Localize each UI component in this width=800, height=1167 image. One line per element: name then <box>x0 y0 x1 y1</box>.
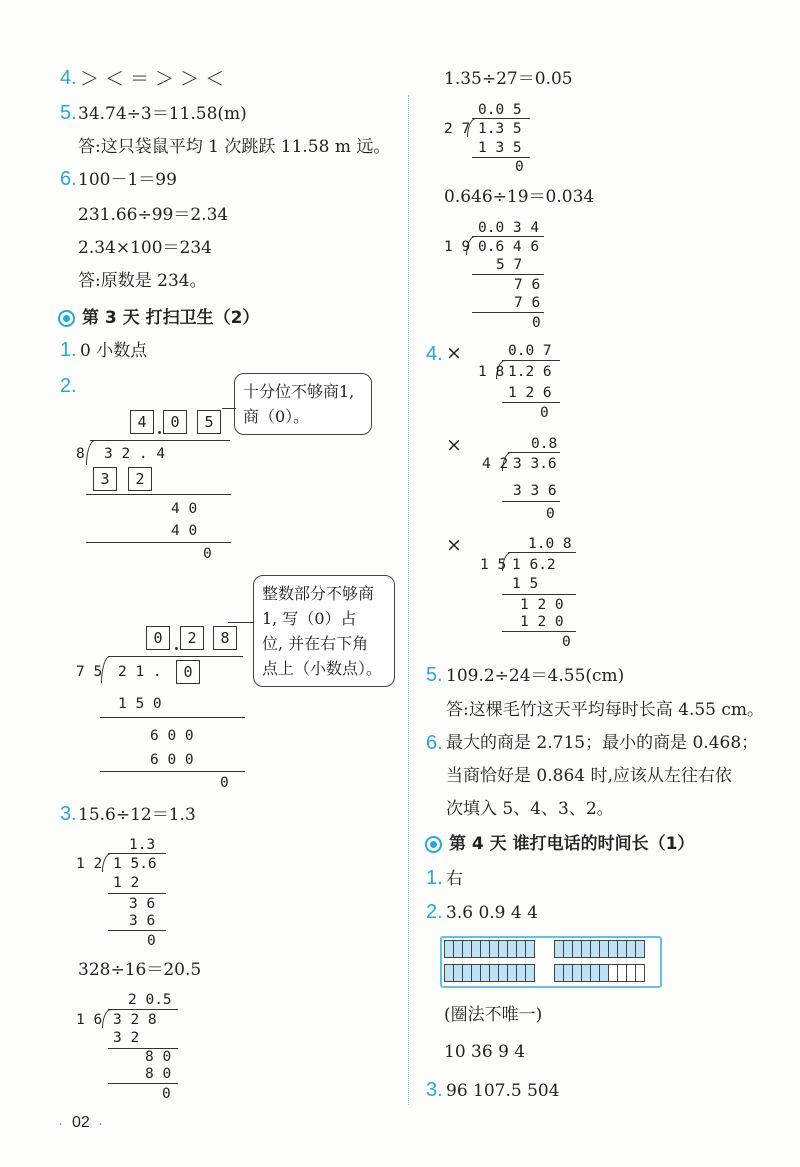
quotient-box: 0 <box>163 410 187 434</box>
subtraction-line <box>108 930 166 931</box>
grid-row <box>554 940 644 958</box>
remainder-line: 3 6 <box>129 896 156 912</box>
remainder-line: 7 6 <box>514 295 541 311</box>
wrong-mark: × <box>446 534 462 556</box>
partial-product: 3 3 6 <box>513 483 557 499</box>
division-bracket <box>102 853 112 872</box>
hundred-grid-figure <box>440 936 662 988</box>
grid-row <box>444 964 534 982</box>
q4-answers: ＞ ＜ ＝ ＞ ＞ ＜ <box>80 68 225 90</box>
remainder-line: 1 5 0 <box>118 696 162 712</box>
q6-number: 6. <box>60 168 77 190</box>
partial-product: 1 5 <box>512 576 539 592</box>
q5-equation: 34.74÷3＝11.58(m) <box>78 104 247 124</box>
remainder-line: 1 2 0 <box>520 597 564 613</box>
partial-product: 1 2 <box>113 875 140 891</box>
q5-number: 5. <box>60 102 77 124</box>
remainder-line: 3 6 <box>129 913 156 929</box>
dividend: 1 6.2 <box>512 557 556 573</box>
s4q2-note: (圈法不唯一) <box>444 1005 543 1025</box>
quotient: 1.0 8 <box>528 536 572 552</box>
quotient: 0.0 7 <box>508 343 552 359</box>
grid-row <box>444 940 534 958</box>
dividend: 3 2 8 <box>113 1012 157 1028</box>
page-number: 02 <box>72 1114 90 1131</box>
division-bracket <box>86 440 96 465</box>
s4q1-number: 1. <box>426 867 443 889</box>
s4q3-number: 3. <box>426 1079 443 1101</box>
remainder-zero: 0 <box>147 933 156 949</box>
divisor: 1 5 <box>480 557 507 573</box>
division-bracket <box>101 656 111 683</box>
s3q2-number: 2. <box>60 375 77 397</box>
quotient-box: 2 <box>180 626 204 650</box>
s3q3-equation-1: 15.6÷12＝1.3 <box>78 805 196 825</box>
dividend: 1.2 6 <box>508 364 552 380</box>
division-bar <box>108 1009 178 1010</box>
remainder-zero: 0 <box>220 775 229 791</box>
q6-line3: 2.34×100＝234 <box>78 238 212 258</box>
subtraction-line <box>108 1083 178 1084</box>
remainder-zero: 0 <box>515 159 524 175</box>
remainder-line: 7 6 <box>514 277 541 293</box>
partial-box: 2 <box>128 467 152 491</box>
r-q5-answer: 答:这棵毛竹这天平均每时长高 4.55 cm。 <box>446 700 765 720</box>
s3q3-number: 3. <box>60 803 77 825</box>
dividend: 1 5.6 <box>113 856 157 872</box>
divisor: 4 2 <box>482 456 509 472</box>
r-equation-top: 1.35÷27＝0.05 <box>444 69 573 89</box>
section-circle-icon <box>58 310 75 327</box>
quotient-box: 0 <box>146 626 170 650</box>
division-bar <box>108 853 166 854</box>
r-q6-line2: 当商恰好是 0.864 时,应该从左往右依 <box>446 766 732 786</box>
q4-number: 4. <box>60 67 77 89</box>
s3q1-number: 1. <box>60 339 77 361</box>
bubble-2-pointer <box>228 622 254 623</box>
quotient: 0.0 5 <box>478 102 522 118</box>
partial-product: 1 3 5 <box>478 140 522 156</box>
remainder-line: 6 0 0 <box>150 752 194 768</box>
subtraction-line <box>502 594 576 595</box>
division-bar <box>502 360 560 361</box>
s4q2-answer: 3.6 0.9 4 4 <box>446 903 538 923</box>
division-bar <box>508 552 576 553</box>
page-number-dot: · <box>58 1115 63 1132</box>
remainder-zero: 0 <box>162 1086 171 1102</box>
divisor: 1 9 <box>444 239 471 255</box>
dividend: 1.3 5 <box>478 121 522 137</box>
s3q1-answer: 0 小数点 <box>80 341 148 361</box>
decimal-point <box>175 647 178 650</box>
quotient-box: 4 <box>130 410 154 434</box>
quotient-box: 8 <box>213 626 237 650</box>
division-bar <box>90 440 230 441</box>
r-q4-number: 4. <box>426 343 443 365</box>
s4q2-answer-2: 10 36 9 4 <box>444 1042 526 1062</box>
r-q5-number: 5. <box>426 664 443 686</box>
remainder-zero: 0 <box>532 315 541 331</box>
subtraction-line <box>100 717 245 718</box>
q6-answer: 答:原数是 234。 <box>78 271 207 291</box>
division-bar <box>472 118 530 119</box>
subtraction-line <box>100 771 245 772</box>
divisor: 1 2 <box>76 856 103 872</box>
remainder-zero: 0 <box>546 506 555 522</box>
hint-bubble-1: 十分位不够商1, 商（0）。 <box>234 373 372 435</box>
division-bracket <box>102 1009 112 1028</box>
dividend-zero-box: 0 <box>176 660 200 684</box>
dividend: 0.6 4 6 <box>478 239 540 255</box>
s4q2-number: 2. <box>426 901 443 923</box>
subtraction-line <box>472 312 544 313</box>
section-circle-icon <box>425 836 442 853</box>
dividend: 2 1 . <box>118 664 162 680</box>
partial-product: 5 7 <box>496 257 523 273</box>
quotient: 2 0.5 <box>128 992 172 1008</box>
remainder-line: 6 0 0 <box>150 728 194 744</box>
subtraction-line <box>502 631 576 632</box>
divisor: 8 <box>76 446 85 462</box>
q5-answer: 答:这只袋鼠平均 1 次跳跃 11.58 m 远。 <box>78 137 391 157</box>
q6-line2: 231.66÷99＝2.34 <box>78 205 229 225</box>
wrong-mark: × <box>446 342 462 364</box>
partial-box: 3 <box>93 467 117 491</box>
remainder-line: 8 0 <box>145 1066 172 1082</box>
quotient-box: 5 <box>197 410 221 434</box>
dividend: 3 3.6 <box>513 456 557 472</box>
s3q3-equation-2: 328÷16＝20.5 <box>78 960 202 980</box>
page-number-dot: · <box>98 1115 103 1132</box>
subtraction-line <box>472 274 544 275</box>
subtraction-line <box>108 893 166 894</box>
division-bar <box>508 452 560 453</box>
q6-line1: 100－1＝99 <box>78 170 177 190</box>
remainder-zero: 0 <box>540 405 549 421</box>
division-bar <box>472 236 544 237</box>
r-q6-number: 6. <box>426 732 443 754</box>
quotient: 0.8 <box>531 436 558 452</box>
subtraction-line <box>86 494 231 495</box>
grid-row <box>554 964 644 982</box>
subtraction-line <box>472 157 530 158</box>
s4q3-answer: 96 107.5 504 <box>446 1081 560 1101</box>
quotient: 0.0 3 4 <box>478 220 540 236</box>
partial-product: 3 2 <box>113 1030 140 1046</box>
column-divider <box>408 95 409 1105</box>
remainder-zero: 0 <box>203 546 212 562</box>
remainder-line: 4 0 <box>171 501 198 517</box>
section-4-title: 第 4 天 谁打电话的时间长（1） <box>449 834 695 854</box>
r-equation-2: 0.646÷19＝0.034 <box>444 187 595 207</box>
r-q6-line1: 最大的商是 2.715；最小的商是 0.468； <box>446 733 759 753</box>
remainder-line: 8 0 <box>145 1049 172 1065</box>
divisor: 1 6 <box>76 1012 103 1028</box>
bubble-1-pointer <box>222 408 236 409</box>
partial-product: 1 2 6 <box>508 385 552 401</box>
divisor: 2 7 <box>444 121 471 137</box>
division-bar <box>108 656 243 657</box>
decimal-point <box>158 431 161 434</box>
remainder-zero: 0 <box>562 634 571 650</box>
subtraction-line <box>86 542 231 543</box>
s4q1-answer: 右 <box>446 869 463 889</box>
wrong-mark: × <box>446 434 462 456</box>
r-q5-equation: 109.2÷24＝4.55(cm) <box>446 666 625 686</box>
remainder-line: 1 2 0 <box>520 614 564 630</box>
subtraction-line <box>502 402 560 403</box>
divisor: 1 8 <box>478 364 505 380</box>
r-q6-line3: 次填入 5、4、3、2。 <box>446 799 614 819</box>
hint-bubble-2: 整数部分不够商 1, 写（0）占 位, 并在右下角 点上（小数点）。 <box>253 575 395 687</box>
subtraction-line <box>502 501 560 502</box>
section-3-title: 第 3 天 打扫卫生（2） <box>82 308 260 328</box>
remainder-line: 4 0 <box>171 523 198 539</box>
quotient: 1.3 <box>129 837 156 853</box>
dividend: 3 2 . 4 <box>104 446 166 462</box>
divisor: 7 5 <box>76 664 103 680</box>
